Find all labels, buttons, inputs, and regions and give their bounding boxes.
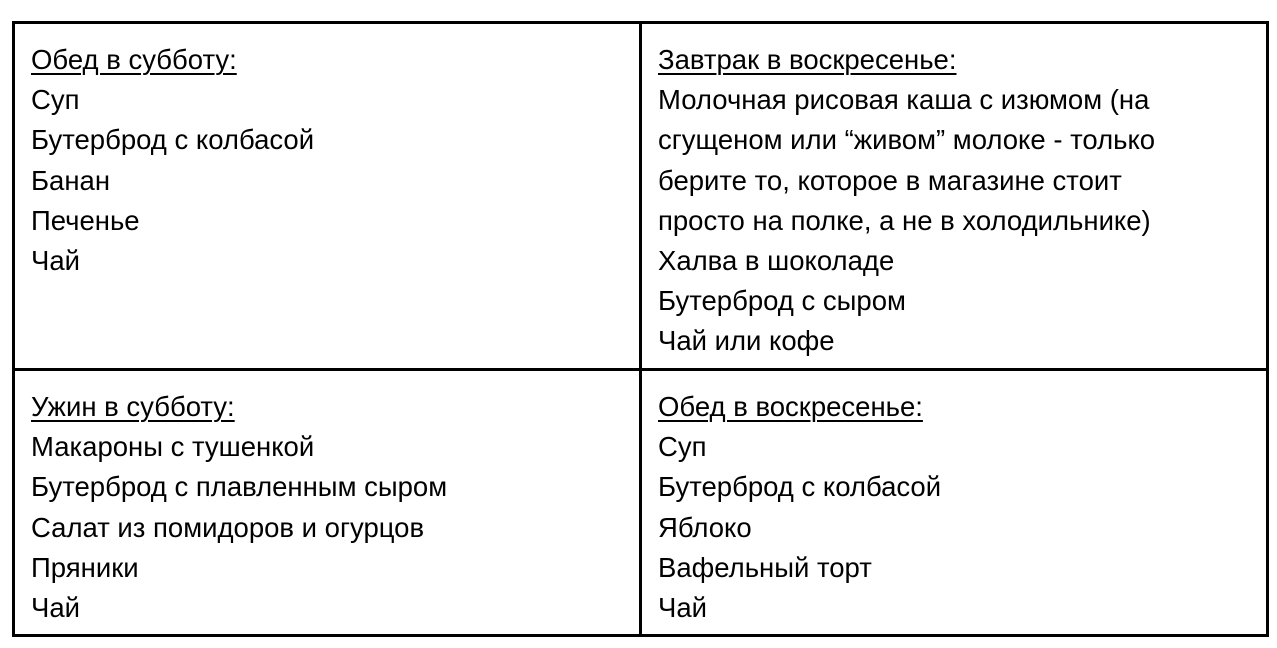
- meal-item: Макароны с тушенкой: [31, 431, 315, 463]
- meal-heading: Обед в воскресенье:: [658, 391, 923, 422]
- meal-item: Молочная рисовая каша с изюмом (на: [658, 84, 1150, 116]
- meal-heading: Завтрак в воскресенье:: [658, 44, 957, 75]
- meal-item: Яблоко: [658, 511, 752, 543]
- meal-item: Пряники: [31, 551, 139, 583]
- meal-item: Чай: [31, 245, 80, 277]
- meal-item: Банан: [31, 164, 111, 196]
- meal-item: Халва в шоколаде: [658, 245, 895, 277]
- meal-item: Суп: [658, 431, 707, 463]
- meal-item: Суп: [31, 84, 80, 116]
- meal-items-list: [31, 80, 639, 281]
- meal-items-list: [658, 427, 1266, 628]
- meal-item: Вафельный торт: [658, 551, 872, 583]
- meal-plan-table: [12, 21, 1269, 637]
- meal-item: Бутерброд с плавленным сыром: [31, 471, 448, 503]
- meal-item: Бутерброд с колбасой: [31, 124, 315, 156]
- meal-items-list: [658, 80, 1266, 361]
- meal-item: сгущеном или “живом” молоке - только: [658, 124, 1156, 156]
- meal-items-list: [31, 427, 639, 628]
- meal-item: Бутерброд с сыром: [658, 285, 906, 317]
- meal-item: Печенье: [31, 204, 140, 236]
- meal-item: Чай: [658, 592, 707, 624]
- meal-item: Чай: [31, 592, 80, 624]
- meal-item: Бутерброд с колбасой: [658, 471, 942, 503]
- meal-heading: Обед в субботу:: [31, 44, 237, 75]
- meal-item: просто на полке, а не в холодильнике): [658, 204, 1151, 236]
- cell-saturday-dinner: [15, 371, 642, 634]
- meal-item: берите то, которое в магазине стоит: [658, 164, 1122, 196]
- meal-item: Салат из помидоров и огурцов: [31, 511, 425, 543]
- cell-sunday-breakfast: [642, 24, 1266, 371]
- cell-sunday-lunch: [642, 371, 1266, 634]
- meal-heading: Ужин в субботу:: [31, 391, 235, 422]
- cell-saturday-lunch: [15, 24, 642, 371]
- meal-item: Чай или кофе: [658, 325, 835, 357]
